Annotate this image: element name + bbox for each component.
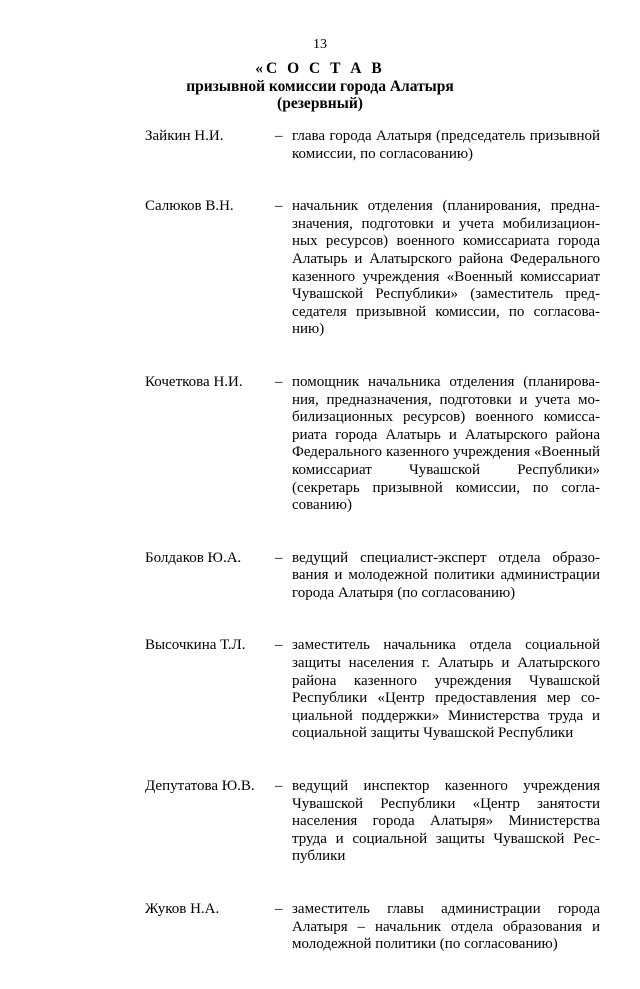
member-entry <box>145 901 600 954</box>
member-role: ведущий инспектор казенного учреждения Чувашской Республики «Центр занятости населения города Алатыря» Министерства труда и социальной защиты Чувашской Республики <box>292 778 600 865</box>
member-name: Высочкина Т.Л. <box>145 637 246 654</box>
member-name: Болдаков Ю.А. <box>145 549 242 566</box>
heading-title: «С О С Т А В <box>255 60 385 77</box>
member-role: глава города Алатыря (председатель призывной комиссии, по согласованию) <box>292 128 600 162</box>
member-name: Кочеткова Н.И. <box>145 373 243 390</box>
member-role: ведущий специалист-эксперт отдела образования и молодежной политики администрации города Алатыря (по согласованию) <box>292 549 600 601</box>
member-entry <box>145 374 600 515</box>
member-dash: – <box>275 637 283 654</box>
heading-note: (резервный) <box>277 95 363 112</box>
member-entry <box>145 198 600 339</box>
member-role: заместитель главы администрации города Алатыря – начальник отдела образования и молодежной политики (по согласованию) <box>292 901 600 953</box>
heading-subtitle: призывной комиссии города Алатыря <box>186 77 454 95</box>
member-name: Салюков В.Н. <box>145 198 234 215</box>
member-dash: – <box>275 778 283 795</box>
page-number: 13 <box>313 37 327 52</box>
member-dash: – <box>275 128 283 144</box>
member-dash: – <box>275 901 283 917</box>
member-entry <box>145 128 600 163</box>
member-entry <box>145 550 600 603</box>
member-role: начальник отделения (планирования, предназначения, подготовки и учета мобилизационных ресурсов) военного комиссариата города Алатырь и Алатырского района Федерального казенного учреждения «Военный комиссариат Чувашской Республики» (заместитель председателя призывной комиссии, по согласованию) <box>292 198 600 338</box>
member-name: Зайкин Н.И. <box>145 128 224 144</box>
member-entry <box>145 778 600 866</box>
member-dash: – <box>275 373 283 390</box>
document-heading <box>0 60 640 113</box>
member-entry <box>145 637 600 743</box>
member-name: Депутатова Ю.В. <box>145 778 255 795</box>
member-role: заместитель начальника отдела социальной защиты населения г. Алатырь и Алатырского района казенного учреждения Чувашской Республики «Центр предоставления мер социальной поддержки» Министерства труда и социальной защиты Чувашской Республики <box>292 637 600 742</box>
member-role: помощник начальника отделения (планирования, предназначения, подготовки и учета мобилизационных ресурсов) военного комиссариата города Алатырь и Алатырского района Федерального казенного учреждения «Военный комиссариат Чувашской Республики» (секретарь призывной комиссии, по согласованию) <box>292 373 600 514</box>
member-dash: – <box>275 549 283 566</box>
member-dash: – <box>275 198 283 215</box>
member-name: Жуков Н.А. <box>145 901 220 917</box>
members-list <box>145 128 600 989</box>
